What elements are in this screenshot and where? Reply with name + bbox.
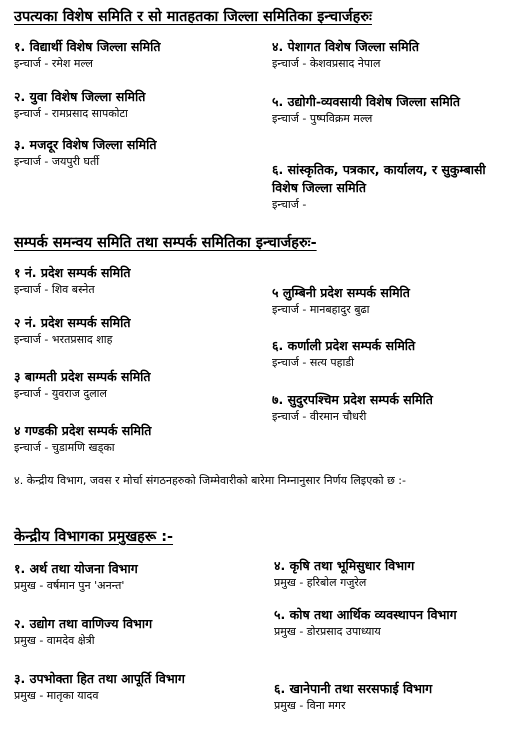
committee-item xyxy=(272,161,497,213)
committee-incharge: इन्चार्ज - पुष्पविक्रम मल्ल xyxy=(272,112,373,125)
committee-incharge: इन्चार्ज - चुडामणि खड्का xyxy=(14,441,115,454)
department-title: ३. उपभोक्ता हित तथा आपूर्ति विभाग xyxy=(14,671,185,686)
department-head: प्रमुख - विना मगर xyxy=(274,699,346,712)
committee-item xyxy=(14,368,239,402)
committee-title: ४. पेशागत विशेष जिल्ला समिति xyxy=(272,39,419,54)
committee-title: ४ गण्डकी प्रदेश सम्पर्क समिति xyxy=(14,423,152,438)
committee-title: ५ लुम्बिनी प्रदेश सम्पर्क समिति xyxy=(272,285,410,300)
committee-incharge: इन्चार्ज - जयपुरी घर्ती xyxy=(14,155,100,168)
department-head: प्रमुख - वर्षमान पुन 'अनन्त' xyxy=(14,579,125,592)
department-item xyxy=(274,606,499,640)
committee-incharge: इन्चार्ज - वीरमान चौधरी xyxy=(272,410,367,423)
department-item xyxy=(14,670,239,704)
department-item xyxy=(14,560,239,594)
committee-incharge: इन्चार्ज - मानबहादुर बुढा xyxy=(272,303,370,316)
committee-title: ५. उद्योगी-व्यवसायी विशेष जिल्ला समिति xyxy=(272,94,461,109)
department-title: १. अर्थ तथा योजना विभाग xyxy=(14,561,138,576)
committee-item xyxy=(272,391,497,425)
committee-title: १ नं. प्रदेश सम्पर्क समिति xyxy=(14,265,131,280)
department-head: प्रमुख - हरिबोल गजुरेल xyxy=(274,576,367,589)
committee-item xyxy=(14,38,239,72)
department-title: ६. खानेपानी तथा सरसफाई विभाग xyxy=(274,681,433,696)
department-title: ४. कृषि तथा भूमिसुधार विभाग xyxy=(274,558,415,573)
committee-title: १. विद्यार्थी विशेष जिल्ला समिति xyxy=(14,39,161,54)
department-title: २. उद्योग तथा वाणिज्य विभाग xyxy=(14,616,153,631)
committee-item xyxy=(272,93,497,127)
department-head: प्रमुख - डोरप्रसाद उपाध्याय xyxy=(274,625,381,638)
committee-incharge: इन्चार्ज - युवराज दुलाल xyxy=(14,387,107,400)
committee-title: ७. सुदुरपश्चिम प्रदेश सम्पर्क समिति xyxy=(272,392,433,407)
committee-incharge: इन्चार्ज - केशवप्रसाद नेपाल xyxy=(272,57,381,70)
decision-paragraph: ४. केन्द्रीय विभाग, जवस र मोर्चा संगठनहरुको जिम्मेवारीको बारेमा निम्नानुसार निर्णय लिइएको छ :- xyxy=(14,474,406,487)
committee-item xyxy=(14,422,239,456)
committee-title: ६. सांस्कृतिक, पत्रकार, कार्यालय, र सुकुम्बासी विशेष जिल्ला समिति xyxy=(272,162,486,195)
section-heading-contact-committees: सम्पर्क समन्वय समिति तथा सम्पर्क समितिका इन्चार्जहरुः- xyxy=(14,235,317,251)
committee-title: ३ बाग्मती प्रदेश सम्पर्क समिति xyxy=(14,369,151,384)
department-item xyxy=(274,557,499,591)
committee-title: २ नं. प्रदेश सम्पर्क समिति xyxy=(14,315,131,330)
committee-item xyxy=(14,88,239,122)
section-heading-central-departments: केन्द्रीय विभागका प्रमुखहरू :- xyxy=(14,529,174,545)
committee-item xyxy=(272,284,497,318)
department-item xyxy=(274,680,499,714)
committee-title: ३. मजदूर विशेष जिल्ला समिति xyxy=(14,137,157,152)
department-title: ५. कोष तथा आर्थिक व्यवस्थापन विभाग xyxy=(274,607,457,622)
department-item xyxy=(14,615,239,649)
committee-incharge: इन्चार्ज - भरतप्रसाद शाह xyxy=(14,333,113,346)
committee-item xyxy=(14,264,239,298)
committee-incharge: इन्चार्ज - शिव बस्नेत xyxy=(14,283,95,296)
committee-incharge: इन्चार्ज - सत्य पहाडी xyxy=(272,356,355,369)
committee-item xyxy=(14,314,239,348)
section-heading-valley-committees: उपत्यका विशेष समिति र सो मातहतका जिल्ला समितिका इन्चार्जहरुः xyxy=(14,9,372,25)
committee-incharge: इन्चार्ज - रामप्रसाद सापकोटा xyxy=(14,107,128,120)
committee-item xyxy=(14,136,239,170)
department-head: प्रमुख - वामदेव क्षेत्री xyxy=(14,634,95,647)
committee-title: २. युवा विशेष जिल्ला समिति xyxy=(14,89,146,104)
committee-incharge: इन्चार्ज - रमेश मल्ल xyxy=(14,57,93,70)
committee-item xyxy=(272,38,497,72)
committee-incharge: इन्चार्ज - xyxy=(272,198,307,211)
committee-item xyxy=(272,337,497,371)
department-head: प्रमुख - मातृका यादव xyxy=(14,689,99,702)
committee-title: ६. कर्णाली प्रदेश सम्पर्क समिति xyxy=(272,338,416,353)
